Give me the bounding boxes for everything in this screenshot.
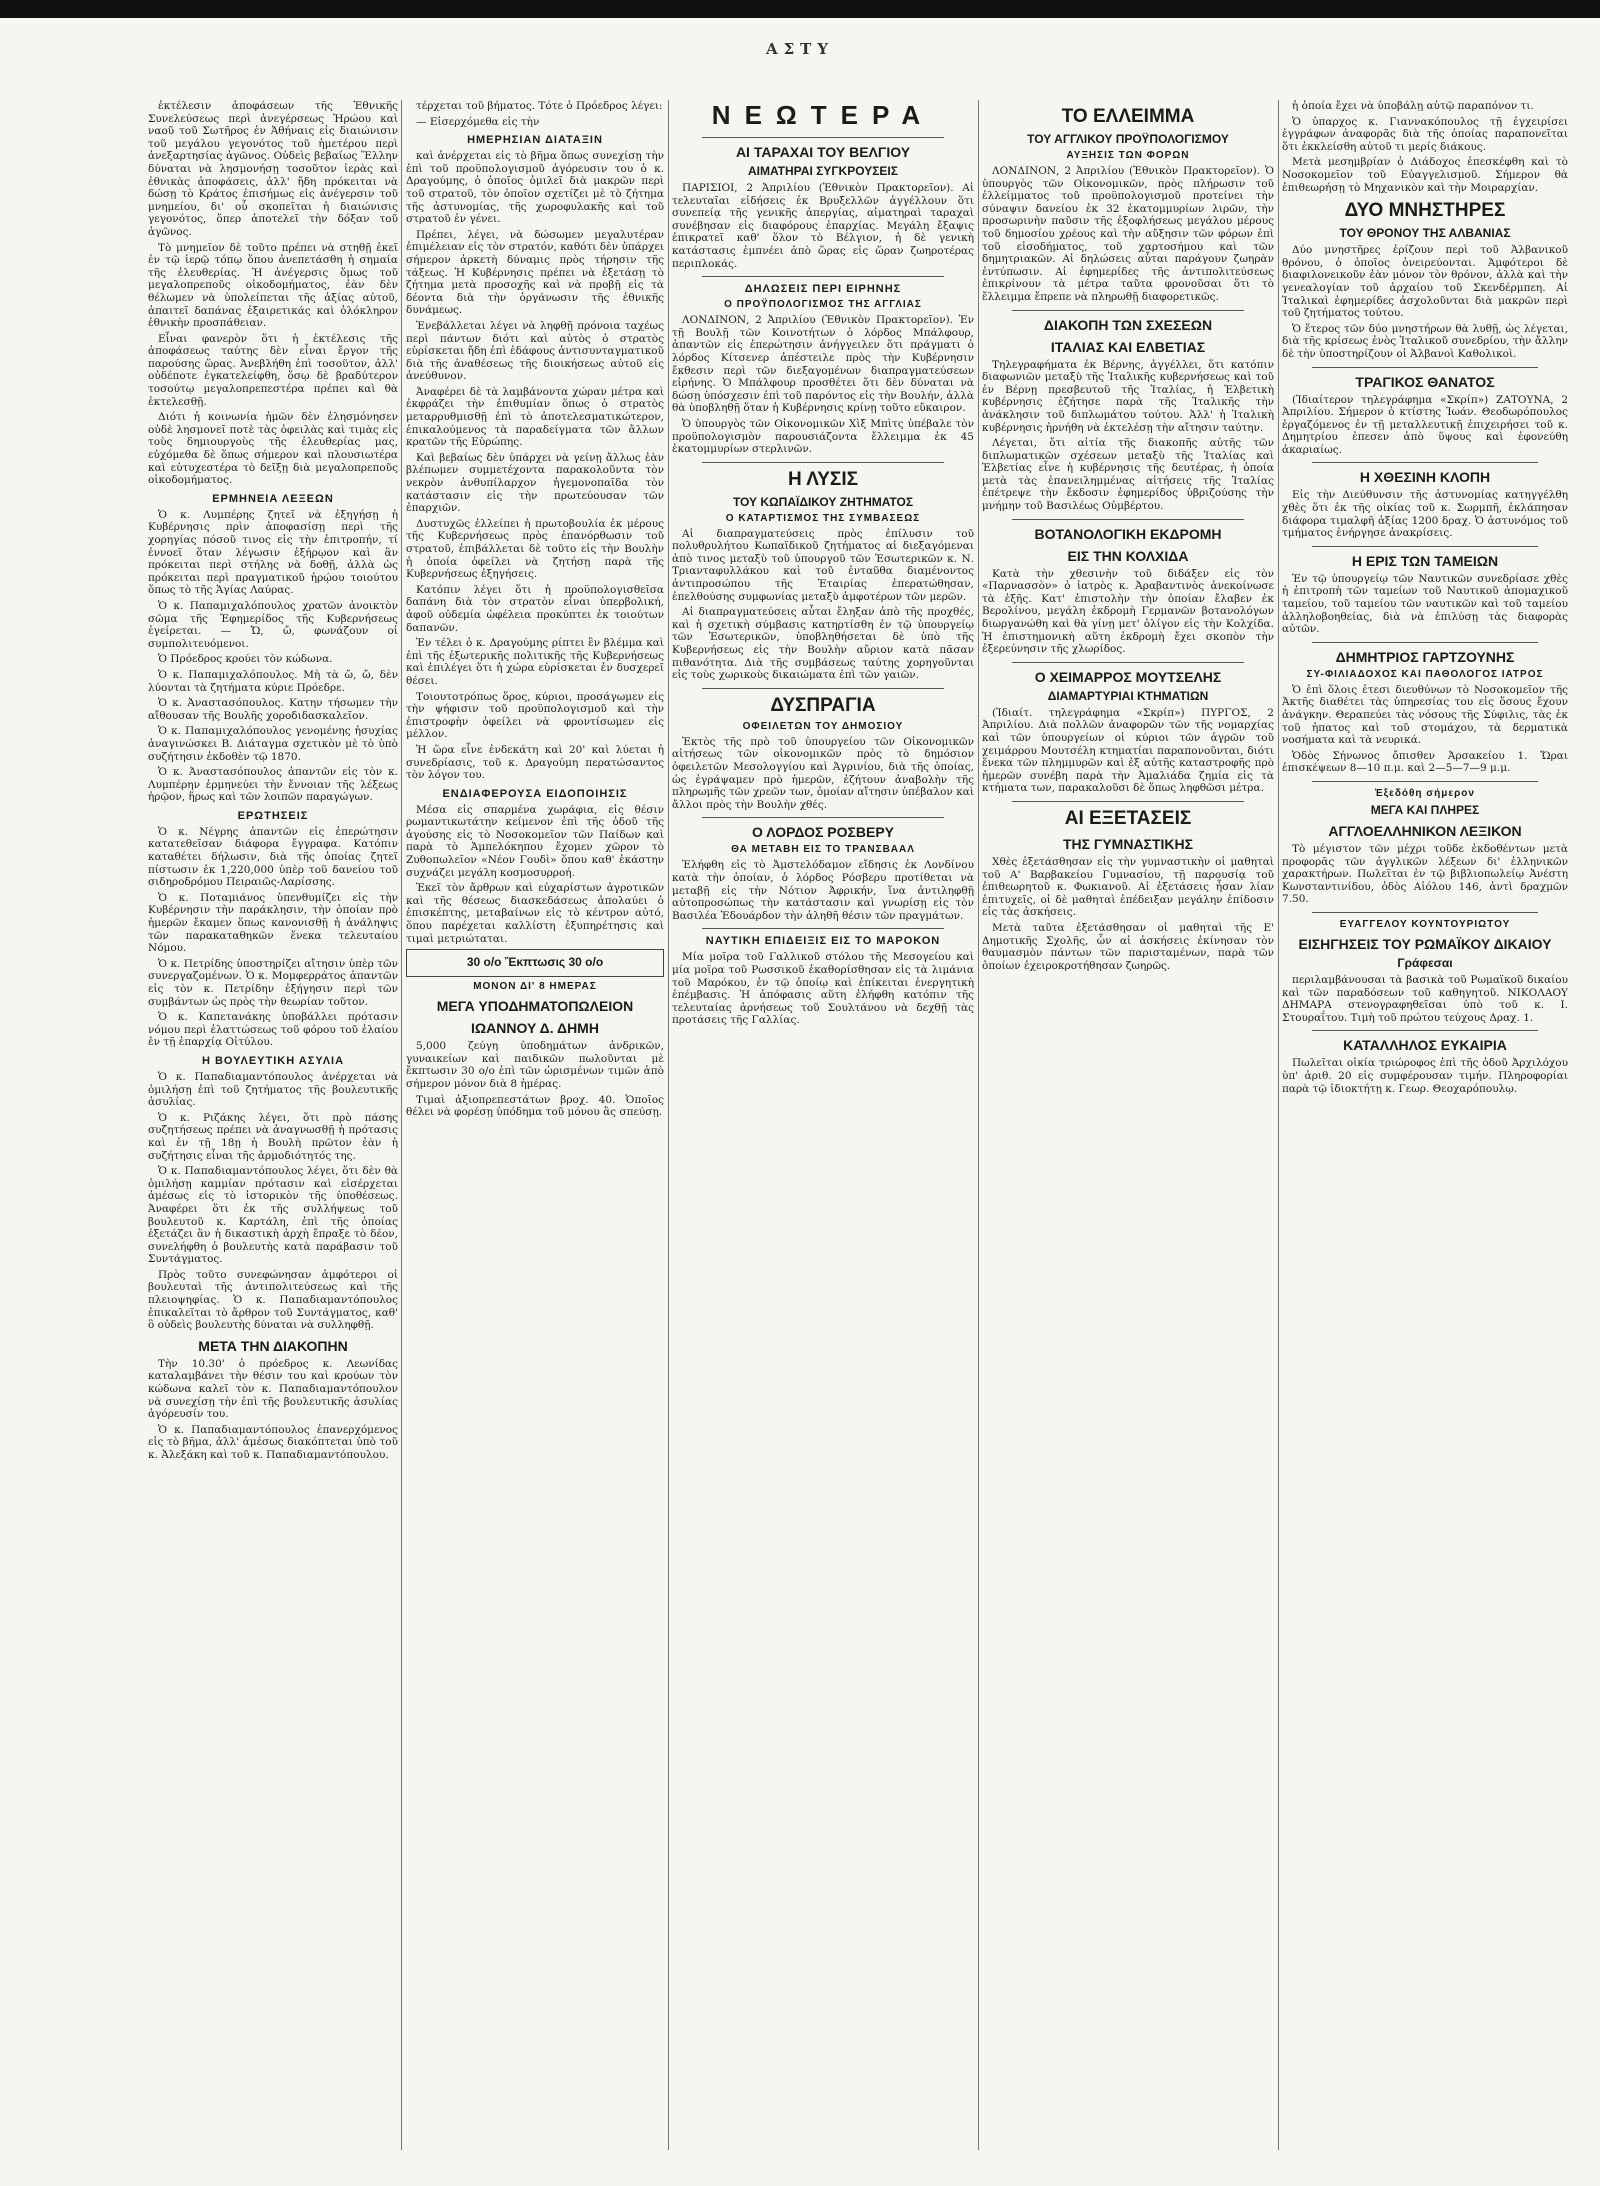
section-heading: ΔΥΣΠΡΑΓΙΑ <box>770 694 876 716</box>
paragraph: ΛΟΝΔΙΝΟΝ, 2 Ἀπριλίου (Ἐθνικὸν Πρακτορεῖον). Ἐν τῇ Βουλῇ τῶν Κοινοτήτων ὁ λόρδος Μπάλφουρ, ἀπαντῶν εἰς ἐπερώτησιν ἀνήγγειλεν ὅτι πράγματι ὁ λόρδος Κίτσενερ ἀπέστειλε πρὸς τὴν Κυβέρνησιν ἔκθεσιν περὶ τῶν διεξαγομένων διαπραγματεύσεων εἰρήνης. Ὁ Μπάλφουρ προσθέτει ὅτι δὲν δύναται νὰ δώσῃ ὑπόσχεσιν ἐπὶ τοῦ παρόντος εἰς τὴν Βουλήν, ἀλλὰ θὰ ὑποβληθῇ ὅταν ἡ Κυβέρνησις κρίνῃ τοῦτο εὔκαιρον. <box>672 314 974 415</box>
separator <box>1312 642 1538 643</box>
ad-line: ΜΕΓΑ ΚΑΙ ΠΛΗΡΕΣ <box>1370 802 1480 817</box>
section-heading: Η ΒΟΥΛΕΥΤΙΚΗ ΑΣΥΛΙΑ <box>201 1054 345 1067</box>
paragraph: Μετὰ μεσημβρίαν ὁ Διάδοχος ἐπεσκέφθη καὶ τὸ Νοσοκομεῖον τοῦ Εὐαγγελισμοῦ. Σήμερον θὰ ἐπιθεωρήσῃ τὸ Μηχανικὸν καὶ τὴν Μοιραρχίαν. <box>1282 156 1568 194</box>
paragraph: ΠΑΡΙΣΙΟΙ, 2 Ἀπριλίου (Ἐθνικὸν Πρακτορεῖον). Αἱ τελευταῖαι εἰδήσεις ἐκ Βρυξελλῶν ἀγγέλλουν ὅτι συνεπείᾳ τῆς γενικῆς ἀπεργίας, αἱματηραὶ ταραχαὶ συνέβησαν εἰς διαφόρους ἐπαρχίας. Μεγάλη ἔξαψις ἐπικρατεῖ καθ' ὅλον τὸ Βέλγιον, ἡ δὲ γενικὴ κατάστασις ἐμπνέει ἀπὸ ὥρας εἰς ὥραν ζωηροτέρας περιπλοκάς. <box>672 182 974 270</box>
ad-heading: ΜΕΓΑ ΥΠΟΔΗΜΑΤΟΠΩΛΕΙΟΝ <box>436 998 634 1015</box>
section-heading: ΤΡΑΓΙΚΟΣ ΘΑΝΑΤΟΣ <box>1355 373 1495 390</box>
paragraph: καὶ ἀνέρχεται εἰς τὸ βῆμα ὅπως συνεχίσῃ τὴν ἐπὶ τοῦ προϋπολογισμοῦ ἀγόρευσιν του ὁ κ. Δραγούμης, ὁ ὁποῖος ὁμιλεῖ διὰ μακρῶν περὶ τοῦ στρατοῦ, τὸν ὁποῖον σχετίζει μὲ τὸ ζήτημα τῆς ἀστυνομίας, τῆς χωροφυλακῆς καὶ τοῦ στρατοῦ ἐν γένει. <box>406 150 664 226</box>
separator <box>1312 367 1538 368</box>
section-heading: ΗΜΕΡΗΣΙΑΝ ΔΙΑΤΑΞΙΝ <box>467 134 603 147</box>
paragraph: Αἱ διαπραγματεύσεις αὗται ἔληξαν ἀπὸ τῆς προχθές, καὶ ἡ σχετικὴ σύμβασις κατηρτίσθη ἐν τῷ ὑπουργείῳ τῶν Ἐσωτερικῶν, ὑποβληθήσεται δὲ ὑπὸ τῆς Κυβερνήσεως εἰς τὴν Βουλὴν αὔριον κατὰ πᾶσαν πιθανότητα. Διὰ τῆς συμβάσεως ταύτης χορηγοῦνται εἰς τοὺς χωρικοὺς δικαιώματα ἐπὶ τῶν γαιῶν. <box>672 606 974 682</box>
paragraph: Μέσα εἰς σπαρμένα χωράφια, εἰς θέσιν ρωμαντικωτάτην κείμενον ἐπὶ τῆς ὁδοῦ τῆς ἀγούσης εἰς τὸ Νοσοκομεῖον τῶν Παίδων καὶ παρὰ τὸ Ἀμπελόκηπου ἔχομεν χῶρον τὸ Ζυθοπωλεῖον «Νέον Γουδὶ» ὅπου καθ' ἑκάστην συχνάζει μεγάλη κοσμοσυρροή. <box>406 803 664 879</box>
paragraph: Ἐνεβάλλεται λέγει νὰ ληφθῇ πρόνοια ταχέως περὶ πάντων διότι καὶ αὐτὸς ὁ στρατὸς εὑρίσκεται ἤδη ἐπὶ ἐδάφους ἀντισυνταγματικοῦ διὰ τῆς ἀναθέσεως τῆς διοικήσεως αὐτοῦ εἰς ἀνεύθυνον. <box>406 319 664 383</box>
section-heading: ΔΗΛΩΣΕΙΣ ΠΕΡΙ ΕΙΡΗΝΗΣ <box>744 283 902 296</box>
separator <box>702 137 944 138</box>
separator <box>1312 1030 1538 1031</box>
discount-box <box>406 949 664 977</box>
paragraph: Τοιουτοτρόπως ὅρος, κύριοι, προσάγωμεν εἰς τὴν ψήφισιν τοῦ προϋπολογισμοῦ καὶ τὴν ἐπιστροφὴν ὀφείλει νὰ φροντίσωμεν εἰς μέλλον. <box>406 690 664 741</box>
paragraph: Ἐλήφθη εἰς τὸ Ἀμστελόδαμον εἴδησις ἐκ Λονδίνου κατὰ τὴν ὁποίαν, ὁ λόρδος Ρόσβερυ προτίθεται νὰ μεταβῇ εἰς τὴν Νότιον Ἀφρικήν, ἵνα ἀντιληφθῇ αὐτοπροσώπως τὴν κατάστασιν καὶ γνωρίσῃ εἰς τὸν Βασιλέα Ἐδουάρδον τὴν ἀληθῆ θέσιν τῶν πραγμάτων. <box>672 859 974 922</box>
column-rule <box>401 100 402 2150</box>
paragraph: περιλαμβάνουσαι τὰ βασικὰ τοῦ Ρωμαϊκοῦ δικαίου καὶ τῶν παραδόσεων τοῦ καθηγητοῦ. ΝΙΚΟΛΑΟΥ ΔΗΜΑΡΑ στενογραφηθεῖσαι ὑπὸ τοῦ κ. Ι. Στουραΐτου. Τιμὴ τοῦ πρώτου τεύχους Δραχ. 1. <box>1282 973 1568 1024</box>
section-subheading: ΘΑ ΜΕΤΑΒΗ ΕΙΣ ΤΟ ΤΡΑΝΣΒΑΑΛ <box>731 844 915 856</box>
ad-heading: ΙΩΑΝΝΟΥ Δ. ΔΗΜΗ <box>471 1020 599 1037</box>
section-heading: Ο ΛΟΡΔΟΣ ΡΟΣΒΕΡΥ <box>751 824 895 841</box>
newspaper-page <box>148 100 1568 2160</box>
separator <box>702 688 944 689</box>
paragraph: Ὁ κ. Νέγρης ἀπαντῶν εἰς ἐπερώτησιν κατατεθεῖσαν διάφορα ἔγγραφα. Κατόπιν καταθέτει δήλωσιν, διὰ τῆς ὁποίας ζητεῖ πίστωσιν ἐκ 1,220,000 ὑπὲρ τοῦ δανείου τοῦ σιδηροδρόμου Πειραιῶς-Λαρίσσης. <box>148 825 398 889</box>
ad-line: Γράφεσαι <box>1397 955 1453 970</box>
paragraph: Κατὰ τὴν χθεσινὴν τοῦ διδάξεν εἰς τὸν «Παρνασσὸν» ὁ ἰατρὸς κ. Ἀραβαντινὸς ἀνεκοίνωσε τὰ ἑξῆς. Κατ' ἐπιστολὴν τὴν ὁποίαν ἔλαβεν ἐκ Βερολίνου, μεγάλη ἐκδρομὴ Γερμανῶν βοτανολόγων διωργανώθη καὶ θὰ γίνῃ μετ' ὀλίγον εἰς τὴν Κολχίδα. Ἡ ἐπιστημονικὴ αὕτη ἐκδρομὴ ἔχει σκοπὸν τὴν ἐξερεύνησιν τῆς χλωρίδος. <box>982 567 1274 656</box>
section-subheading: ΙΤΑΛΙΑΣ ΚΑΙ ΕΛΒΕΤΙΑΣ <box>1050 338 1206 355</box>
paragraph: ἡ ὁποία ἔχει νὰ ὑποβάλῃ αὐτῷ παραπόνον τι. <box>1292 100 1534 112</box>
ad-line: ΜΟΝΟΝ ΔΙ' 8 ΗΜΕΡΑΣ <box>473 981 597 993</box>
paragraph: Μία μοῖρα τοῦ Γαλλικοῦ στόλου τῆς Μεσογείου καὶ μία μοῖρα τοῦ Ρωσσικοῦ ἐκαθορίσθησαν εἰς τὰ λιμάνια τοῦ Μαρόκου, ἐν τῷ ὁποίῳ καὶ ἐπίκειται ἐνεργητικὴ ἐπέμβασις. Ἡ ἀπόφασις αὕτη ἐλήφθη κατόπιν τῆς τελευταίας ἀρνήσεως τοῦ Σουλτάνου νὰ δεχθῇ τὰς προτάσεις τῆς Γαλλίας. <box>672 951 974 1027</box>
section-subheading: ΕΙΣ ΤΗΝ ΚΟΛΧΙΔΑ <box>1067 547 1189 564</box>
column-1 <box>148 100 398 2150</box>
paragraph: Ὁ ὑπαρχος κ. Γιαννακόπουλος τῇ ἐγχειρίσει ἐγγράφων ἀναφορᾶς διὰ τῆς ὁποίας παραπονεῖται ὅτι ἐκκλείσθη αὐτοῦ τι μερίς διάκους. <box>1282 115 1568 153</box>
separator <box>1312 781 1538 782</box>
section-subheading: ΤΟΥ ΘΡΟΝΟΥ ΤΗΣ ΑΛΒΑΝΙΑΣ <box>1339 226 1511 241</box>
ad-heading: ΕΙΣΗΓΗΣΕΙΣ ΤΟΥ ΡΩΜΑΪΚΟΥ ΔΙΚΑΙΟΥ <box>1298 935 1552 952</box>
paragraph: Αἱ διαπραγματεύσεις πρὸς ἐπίλυσιν τοῦ πολυθρυλήτου Κωπαϊδικοῦ ζητήματος αἱ διεξαγόμεναι ἀπὸ τινος μεταξὺ τοῦ ὑπουργοῦ τῶν Ἐσωτερικῶν κ. Ν. Τριανταφυλλάκου καὶ τοῦ ἐνταῦθα διαμένοντος ἀντιπροσώπου τῆς Ἑταιρίας ἐπερατώθησαν, ἐπελθούσης συμφωνίας μεταξὺ ἀμφοτέρων τῶν μερῶν. <box>672 527 974 603</box>
section-subheading: Ο ΠΡΟΫΠΟΛΟΓΙΣΜΟΣ ΤΗΣ ΑΓΓΛΙΑΣ <box>724 299 922 311</box>
section-heading: ΕΡΩΤΗΣΕΙΣ <box>237 809 309 822</box>
paragraph: Εἰς τὴν Διεύθυνσιν τῆς ἀστυνομίας κατηγγέλθη χθὲς ὅτι ἐκ τῆς οἰκίας τοῦ κ. Σωρμπῆ, ἐκλάπησαν διάφορα τιμαλφῆ ἀξίας 1200 δραχ. Ὁ ἀστυνόμος τοῦ τμήματος ἐνήργησε ἀνακρίσεις. <box>1282 489 1568 540</box>
separator <box>1012 662 1244 663</box>
paragraph: Ὁ κ. Ἀναστασόπουλος ἀπαντῶν εἰς τὸν κ. Λυμπέρην ἑρμηνεύει τὴν ἔννοιαν τῆς λέξεως ἡρῷον, ἥρως καὶ τῶν λοιπῶν παραγώγων. <box>148 766 398 804</box>
section-subheading: ΔΙΑΜΑΡΤΥΡΙΑΙ ΚΤΗΜΑΤΙΩΝ <box>1047 688 1209 703</box>
section-heading: Η ΛΥΣΙΣ <box>788 468 858 490</box>
news-title: ΝΕΩΤΕΡΑ <box>711 100 935 130</box>
paragraph: Ὁ ἐπὶ ὅλοις ἐτεσι διευθύνων τὸ Νοσοκομεῖον τῆς Ἀκτῆς διαθέτει τὰς ὑπηρεσίας του εἰς ὅσους ἔχουν ἀνάγκην. Θεραπεύει τὰς νόσους τῆς Σύφιλις, τὰς ἐκ τοῦ ἡπατος καὶ τοῦ στομάχου, τὰ δερματικὰ νοσήματα καὶ τὰ νευρικά. <box>1282 683 1568 747</box>
separator <box>702 276 944 277</box>
section-heading: ΔΥΟ ΜΝΗΣΤΗΡΕΣ <box>1344 200 1506 222</box>
section-heading: ΑΙ ΕΞΕΤΑΣΕΙΣ <box>1064 807 1192 829</box>
section-subheading: Ο ΚΑΤΑΡΤΙΣΜΟΣ ΤΗΣ ΣΥΜΒΑΣΕΩΣ <box>725 512 921 524</box>
paragraph: Διότι ἡ κοινωνία ἡμῶν δὲν ἐλησμόνησεν οὐδὲ λησμονεῖ ποτὲ τὰς ὀφειλὰς καὶ τιμὰς εἰς τοὺς δημιουργοὺς τῆς ἐλευθερίας μας, εὐχόμεθα δὲ ὅπως σήμερον καὶ πλουσιωτέρα καὶ εὐτυχεστέρα τὸ δεῖξῃ διὰ μεγαλοπρεποῦς οἰκοδομήματος. <box>148 411 398 487</box>
top-black-bar <box>0 0 1600 18</box>
section-heading: ΒΟΤΑΝΟΛΟΓΙΚΗ ΕΚΔΡΟΜΗ <box>1034 525 1222 542</box>
section-subheading: ΤΗΣ ΓΥΜΝΑΣΤΙΚΗΣ <box>1062 835 1194 852</box>
section-heading: ΕΡΜΗΝΕΙΑ ΛΕΞΕΩΝ <box>212 492 334 505</box>
column-3 <box>672 100 974 2150</box>
section-subheading: ΟΦΕΙΛΕΤΩΝ ΤΟΥ ΔΗΜΟΣΙΟΥ <box>742 720 904 732</box>
paragraph: ἐκτέλεσιν ἀποφάσεων τῆς Ἐθνικῆς Συνελεύσεως περὶ ἀνεγέρσεως Ἡρώου καὶ ναοῦ τοῦ Σωτῆρος ἐν Ἀθήναις εἰς διαιώνισιν τοῦ μεγάλου γεγονότος τοῦ ἡμετέρου περὶ ἀνεξαρτησίας ἀγῶνος. Οὐδεὶς βεβαίως Ἕλλην δύναται νὰ λησμονήσῃ τοσοῦτον ἱερὰς καὶ ἐθνικὰς ἀποφάσεις, ἀλλ' ἤδη πρόκειται νὰ δώσῃ τὸ Κράτος ἐπισήμως εἰς ἀνέγερσιν τοῦ μνημείου, δι' οὗ σκοπεῖται ἡ διαιώνισις γεγονότος, ὅπερ ἀποτελεῖ τὴν δόξαν τοῦ ἀγῶνος. <box>148 100 398 238</box>
paragraph: 5,000 ζεύγη ὑποδημάτων ἀνδρικῶν, γυναικείων καὶ παιδικῶν πωλοῦνται μὲ ἔκπτωσιν 30 ο/ο ἐπὶ τῶν ὡρισμένων τιμῶν ἀπὸ σήμερον μόνον διὰ 8 ἡμέρας. <box>406 1040 664 1090</box>
section-heading: ΤΟ ΕΛΛΕΙΜΜΑ <box>1061 106 1195 127</box>
paragraph: Τὴν 10.30' ὁ πρόεδρος κ. Λεωνίδας καταλαμβάνει τὴν θέσιν του καὶ κρούων τὸν κώδωνα καλεῖ τὸν κ. Παπαδιαμαντόπουλον νὰ συνεχίσῃ τὴν ἐπὶ τῆς βουλευτικῆς ἀσυλίας ἀγόρευσίν του. <box>148 1357 398 1421</box>
section-subheading: ΣΥ-ΦΙΛΙΑΔΟΧΟΣ ΚΑΙ ΠΑΘΟΛΟΓΟΣ ΙΑΤΡΟΣ <box>1306 668 1544 680</box>
paragraph: Μετὰ ταῦτα ἐξετάσθησαν οἱ μαθηταὶ τῆς Ε' Δημοτικῆς Σχολῆς, ὧν αἱ ἀσκήσεις ἐκίνησαν τὸν θαυμασμὸν πάντων τῶν παρισταμένων, παρὰ τῶν ὁποίων ἐχειροκροτήθησαν ζωηρῶς. <box>982 921 1274 972</box>
section-heading: ΜΕΤΑ ΤΗΝ ΔΙΑΚΟΠΗΝ <box>198 1337 348 1354</box>
paragraph: Τὸ μέγιστον τῶν μέχρι τοῦδε ἐκδοθέντων μετὰ προφορᾶς τῶν ἀγγλικῶν λέξεων δι' ἑλληνικῶν χαρακτήρων. Πωλεῖται ἐν τῷ βιβλιοπωλείῳ Ἀνέστη Κωνσταντινίδου, ὁδὸς Αἰόλου 146, ἀντὶ δραχμῶν 7.50. <box>1282 842 1568 906</box>
paragraph: Πρὸς τοῦτο συνεφώνησαν ἀμφότεροι οἱ βουλευταὶ τῆς ἀντιπολιτεύσεως καὶ τῆς πλειοψηφίας. Ὁ κ. Παπαδιαμαντόπουλος ἐπικαλεῖται τὸ ἄρθρον τοῦ Συντάγματος, καθ' ὃ οὐδεὶς βουλευτὴς δύναται νὰ συλληφθῇ. <box>148 1268 398 1332</box>
paragraph: Καὶ βεβαίως δὲν ὑπάρχει νὰ γείνῃ ἄλλως ἐὰν βλέπωμεν συμμετέχοντα παρακολοῦντα τὸν νεκρὸν ἀνθυπίλαρχον ἡγεμονοπαῖδα τὸν κατάστασιν εἰς τὴν πρωτεύουσαν τῶν ἐπαρχιῶν. <box>406 451 664 515</box>
separator <box>1312 462 1538 463</box>
paragraph: Τὸ μνημεῖον δὲ τοῦτο πρέπει νὰ στηθῇ ἐκεῖ ἐν τῷ ἱερῷ τόπῳ ὅπου ἀνεπετάσθη ἡ σημαία τῆς ἐλευθερίας. Ἡ ἀνέγερσις ὅμως τοῦ μεγαλοπρεποῦς οἰκοδομήματος, ἐὰν δὲν θέλωμεν νὰ ὑπολείπεται τῆς ἀξίας αὐτοῦ, ἀπαιτεῖ δαπάνας ἐξαιρετικάς καὶ ὁλόκληρον ἐθνικὴν προσπάθειαν. <box>148 241 398 330</box>
paragraph: Ἀναφέρει δὲ τὰ λαμβάνοντα χώραν μέτρα καὶ ἐκφράζει τὴν ἐπιθυμίαν ὅπως ὁ στρατὸς μεταρρυθμισθῇ ἐπὶ τὸ ἀποτελεσματικώτερον, ἐπικαλούμενος τὰ παραδείγματα τῶν ἄλλων κρατῶν τῆς Εὐρώπης. <box>406 385 664 449</box>
paragraph: (Ἰδιαίτερον τηλεγράφημα «Σκρίπ») ΖΑΤΟΥΝΑ, 2 Ἀπριλίου. Σήμερον ὁ κτίστης Ἰωάν. Θεοδωρόπουλος ἐργαζόμενος ἐν τῇ μεταλλευτικῇ ἐπιχειρήσει τοῦ κ. Δημητρίου ἐπεσεν ἀπὸ ὕψους καὶ ἐφονεύθη ἀκαριαίως. <box>1282 393 1568 456</box>
separator <box>702 462 944 463</box>
paragraph: Ὁ κ. Παπαδιαμαντόπουλος ἀνέρχεται νὰ ὁμιλήσῃ ἐπὶ τοῦ ζητήματος τῆς βουλευτικῆς ἀσυλίας. <box>148 1070 398 1109</box>
separator <box>1012 310 1244 311</box>
section-heading: ΕΝΔΙΑΦΕΡΟΥΣΑ ΕΙΔΟΠΟΙΗΣΙΣ <box>442 787 628 800</box>
paragraph: Λέγεται, ὅτι αἰτία τῆς διακοπῆς αὐτῆς τῶν διπλωματικῶν σχέσεων μεταξὺ τῆς Ἰταλίας καὶ Ἑλβετίας εἶνε ἡ κυβέρνησις τῆς δευτέρας, ἡ ὁποία μετὰ τὰς ἐπανειλημμένας αἰτήσεις τῆς Ἰταλίας ἐπέτρεψε τὴν ἔκδοσιν ἐφημερίδος ὑβριζούσης τὴν μνήμην τοῦ Βασιλέως Οὐμβέρτου. <box>982 437 1274 513</box>
section-heading: ΝΑΥΤΙΚΗ ΕΠΙΔΕΙΞΙΣ ΕΙΣ ΤΟ ΜΑΡΟΚΟΝ <box>705 935 941 948</box>
paragraph: Χθὲς ἐξετάσθησαν εἰς τὴν γυμναστικὴν οἱ μαθηταὶ τοῦ Α' Βαρβακείου Γυμνασίου, τῇ παρουσίᾳ τοῦ ἐπιθεωρητοῦ κ. Φωκιανοῦ. Αἱ ἐξετάσεις ἦσαν λίαν ἐπιτυχεῖς, οἱ δὲ μαθηταὶ ἐπέδειξαν μεγάλην ἐπίδοσιν εἰς τὰς ἀσκήσεις. <box>982 855 1274 919</box>
separator <box>702 817 944 818</box>
separator <box>1012 519 1244 520</box>
paragraph: Τιμαὶ ἀξιοπρεπεστάτων βροχ. 40. Ὁποῖος θέλει νὰ φορέσῃ ὑπόδημα τοῦ μόνου ἂς σπεύσῃ. <box>406 1093 664 1119</box>
paragraph: Ὁ κ. Παπαδιαμαντόπουλος ἐπανερχόμενος εἰς τὸ βῆμα, ἀλλ' ἀμέσως διακόπτεται ὑπὸ τοῦ κ. Ἀλεξάκη καὶ τοῦ κ. Παπαδιαμαντόπουλου. <box>148 1423 398 1461</box>
paragraph: Ἐκτὸς τῆς πρὸ τοῦ ὑπουργείου τῶν Οἰκονομικῶν αἰτήσεως τῶν οἰκονομικῶν πρὸς τὸ δημόσιον ὀφειλετῶν Μεσολογγίου καὶ Ἀγρινίου, διὰ τῆς ὁποίας, ὡς ἐγράψαμεν πρὸ ἡμερῶν, ἐζήτουν ἀναβολὴν τῆς πληρωμῆς τῶν χρεῶν των, ὁμοίαν αἴτησιν ὑπέβαλον καὶ ἄλλοι πρὸς τὴν Βουλὴν χθές. <box>672 735 974 811</box>
paragraph: Ὁ ὑπουργὸς τῶν Οἰκονομικῶν Χὶξ Μπὶτς ὑπέβαλε τὸν προϋπολογισμὸν παρουσιάζοντα ἔλλειμμα ἐκ 45 ἑκατομμυρίων στερλινῶν. <box>672 417 974 456</box>
section-heading: ΚΑΤΑΛΛΗΛΟΣ ΕΥΚΑΙΡΙΑ <box>1343 1037 1507 1054</box>
paragraph: ΛΟΝΔΙΝΟΝ, 2 Ἀπριλίου (Ἐθνικὸν Πρακτορεῖον). Ὁ ὑπουργὸς τῶν Οἰκονομικῶν, πρὸς πλήρωσιν τοῦ ἐλλείμματος τοῦ προϋπολογισμοῦ προτείνει τὴν σύναψιν δανείου ἐκ 32 ἑκατομμυρίων λιρῶν, τὴν προσωρινὴν παῦσιν τῆς ἐξοφλήσεως μεγάλου μέρους τοῦ δημοσίου χρέους καὶ τὴν αὔξησιν τῶν φόρων ἐπὶ τοῦ εἰσοδήματος, τοῦ χαρτοσήμου καὶ τῶν δημητριακῶν. Αἱ δηλώσεις αὗται παράγουν ζωηρὰν ἐντύπωσιν. Αἱ ἐφημερίδες τῆς ἀντιπολιτεύσεως ἐπικρίνουν τὰ μέτρα ταῦτα φρονοῦσαι ὅτι τὸ ἔλλειμμα ἔπρεπε νὰ πληρωθῇ διαφορετικῶς. <box>982 165 1274 303</box>
paragraph: Εἶναι φανερὸν ὅτι ἡ ἐκτέλεσις τῆς ἀποφάσεως ταύτης δὲν εἶναι ἔργον τῆς παρούσης ὥρας. Ἀνεβλήθη ἐπὶ τοσοῦτον, ἀλλ' οὐδέποτε ἐγκατελείφθη, ὅσῳ δὲ βραδύτερον τοσούτῳ μεγαλοπρεπεστέρα πρέπει καὶ θὰ ἐκτελεσθῇ. <box>148 332 398 408</box>
paragraph: Ἐν τῷ ὑπουργείῳ τῶν Ναυτικῶν συνεδρίασε χθὲς ἡ ἐπιτροπὴ τῶν ταμείων τοῦ Ναυτικοῦ ἀπομαχικοῦ ταμείου, τοῦ ταμείου τῶν ναυτικῶν καὶ τοῦ ταμείου ἀλληλοβοηθείας, διὰ νὰ ἐπιλύσῃ τὰς διαφορὰς αὐτῶν. <box>1282 572 1568 636</box>
paragraph: Πρέπει, λέγει, νὰ δώσωμεν μεγαλυτέραν ἐπιμέλειαν εἰς τὸν στρατόν, καθότι δὲν ὑπάρχει σήμερον ἀρκετὴ δύναμις πρὸς τήρησιν τῆς τάξεως. Ἡ Κυβέρνησις πρέπει νὰ ἐξετάσῃ τὸ ζήτημα μετὰ προσοχῆς καὶ νὰ προβῇ εἰς τὰ δέοντα διὰ τὴν ὀργάνωσιν τῆς ἐθνικῆς δυνάμεως. <box>406 228 664 317</box>
ad-line: ΕΥΑΓΓΕΛΟΥ ΚΟΥΝΤΟΥΡΙΩΤΟΥ <box>1339 918 1511 930</box>
paragraph: (Ἰδιαίτ. τηλεγράφημα «Σκρίπ») ΠΥΡΓΟΣ, 2 Ἀπριλίου. Διὰ πολλῶν ἀναφορῶν τῶν τῆς νομαρχίας καὶ τῶν ὑπουργείων οἱ κύριοι τῶν ἀγρῶν τοῦ χειμάρρου Μουτσέλη κτηματίαι παραπονοῦνται, διότι ἕνεκα τῶν πλημμυρῶν καὶ ἐξ αὐτῆς καταστροφῆς πρὸ ἡμερῶν συνέβη παρὰ τὴν Ἀμαλιάδα ζημία εἰς τὰ κτήματα των, παρακαλοῦσι δὲ ὅπως ληφθῶσι μέτρα. <box>982 706 1274 795</box>
column-5 <box>1282 100 1568 2150</box>
paragraph: Ὁ κ. Λυμπέρης ζητεῖ νὰ ἐξηγήσῃ ἡ Κυβέρνησις πρὶν ἀποφασίσῃ περὶ τῆς χορηγίας πόσοῦ τινος εἰς τὴν ἐπιτροπήν, τί ἐννοεῖ ὅταν λέγωσιν ἐξήρῳον καὶ ἂν πρόκειται περὶ στήλης νὰ δοθῇ, ἀλλὰ ὡς πρόκειται περὶ πραγματικοῦ ἡρῴου τοιούτου ὅπως τὸ τῆς Ἁγίας Λαύρας. <box>148 508 398 597</box>
paragraph: Ὁ κ. Ριζάκης λέγει, ὅτι πρὸ πάσης συζητήσεως πρέπει νὰ ἀναγνωσθῇ ἡ πρότασις καὶ ἐν τῇ 18ῃ ἡ Βουλὴ πρῶτον ἐὰν ἡ συζήτησις εἶναι τῆς ἁρμοδιότητός της. <box>148 1111 398 1162</box>
paragraph: Ἡ ὥρα εἶνε ἐνδεκάτη καὶ 20' καὶ λύεται ἡ συνεδρίασις, τοῦ κ. Δραγούμη περατώσαντος τὸν λόγον του. <box>406 743 664 782</box>
paragraph: Ὁ κ. Πετρίδης ὑποστηρίζει αἴτησιν ὑπὲρ τῶν συνεργαζομένων. Ὁ κ. Μομφερράτος ἀπαντῶν εἰς τὸν κ. Πετρίδην ἐξήγησιν περὶ τῶν συμβάντων ὡς πρὸς τὴν θεωρίαν τοῦτον. <box>148 957 398 1008</box>
separator <box>702 928 944 929</box>
paragraph: Κατόπιν λέγει ὅτι ἡ προϋπολογισθεῖσα δαπάνη διὰ τὸν στρατὸν εἶναι ὑπερβολική, ἀφοῦ οὐδεμία ὠφέλεια προκύπτει ἐκ τοιούτων δαπανῶν. <box>406 583 664 634</box>
column-rule <box>1278 100 1279 2150</box>
paragraph: Ὁ κ. Καπετανάκης ὑποβάλλει πρότασιν νόμου περὶ ἐλαττώσεως τοῦ φόρου τοῦ ἐλαίου ἐν τῇ ἐπαρχίᾳ Οἰτύλου. <box>148 1011 398 1049</box>
paragraph: Δυστυχῶς ἐλλείπει ἡ πρωτοβουλία ἐκ μέρους τῆς Κυβερνήσεως πρὸς ἐπανόρθωσιν τοῦ στρατοῦ, ἐπιβάλλεται δὲ τοῦτο εἰς τὴν Βουλὴν ἡ ὁποία ὀφείλει νὰ ζητήσῃ παρὰ τῆς Κυβερνήσεως ἐξηγήσεις. <box>406 517 664 581</box>
section-heading: Η ΧΘΕΣΙΝΗ ΚΛΟΠΗ <box>1359 469 1491 486</box>
section-heading: Ο ΧΕΙΜΑΡΡΟΣ ΜΟΥΤΣΕΛΗΣ <box>1034 668 1222 685</box>
separator <box>1012 801 1244 802</box>
ad-heading: ΑΓΓΛΟΕΛΛΗΝΙΚΟΝ ΛΕΞΙΚΟΝ <box>1328 822 1522 839</box>
separator <box>1312 912 1538 913</box>
column-rule <box>668 100 669 2150</box>
ad-line: Ἐξεδόθη σήμερον <box>1375 787 1475 799</box>
masthead <box>0 18 1600 78</box>
column-rule <box>978 100 979 2150</box>
paragraph: Ὁ κ. Ἀναστασόπουλος. Κατην τήσωμεν τὴν αἴθουσαν τῆς Βουλῆς χοροδιδασκαλεῖον. <box>148 697 398 722</box>
paragraph: Δύο μνηστῆρες ἐρίζουν περὶ τοῦ Ἀλβανικοῦ θρόνου, ὁ ὁποῖος ὀνειρεύονται. Ἀμφότεροι δὲ διαφιλονεικοῦν ἐὰν μόνον τὸν θρόνον, ἀλλὰ καὶ τὴν γενεαλογίαν τοῦ ἀρχαίου τοῦ Σκενδέρμπεη. Αἱ Ἰταλικαὶ ἐφημερίδες ἀσχολοῦνται διὰ μακρῶν περὶ τοῦ ζητήματος τούτου. <box>1282 244 1568 320</box>
paragraph: Ἐκεῖ τὸν ἄρθρων καὶ εὐχαρίστων ἀγροτικῶν καὶ τῆς θέσεως διασκεδάσεως ἀπολαύει ὁ ἐπισκέπτης, μεταβαίνων εἰς τὸ κέντρον αὐτό, ὅπου παρέχεται καλλίστη ἐξυπηρέτησις καὶ τιμαὶ μετριώταται. <box>406 882 664 945</box>
section-heading: ΔΗΜΗΤΡΙΟΣ ΓΑΡΤΖΟΥΝΗΣ <box>1335 648 1515 665</box>
section-subheading: ΤΟΥ ΑΓΓΛΙΚΟΥ ΠΡΟΫΠΟΛΟΓΙΣΜΟΥ <box>1027 132 1229 146</box>
paragraph: τέρχεται τοῦ βήματος. Τότε ὁ Πρόεδρος λέγει: <box>416 100 663 112</box>
paragraph: Ὁ κ. Παπαμιχαλόπουλος. Μὴ τὰ ὤ, ὤ, δὲν λύονται τὰ ζητήματα κύριε Πρόεδρε. <box>148 668 398 694</box>
paragraph: Ὁ κ. Παπαδιαμαντόπουλος λέγει, ὅτι δὲν θὰ ὁμιλήσῃ καμμίαν πρότασιν καὶ εἰσέρχεται ἀμέσως εἰς τὸ ἱστορικὸν τῆς ὑποθέσεως. Ἀναφέρει ὅτι ἐκ τῆς συλλήψεως τοῦ βουλευτοῦ κ. Καρτάλη, ἐπὶ τῆς ὁποίας ἐξετάζει ἂν ἡ δικαστικὴ ἀρχὴ ἔπραξε τὸ δέον, συνελήφθη ὁ βουλευτὴς κατὰ παράβασιν τοῦ Συντάγματος. <box>148 1165 398 1266</box>
paragraph: Ὁ κ. Ποταμιάνος ὑπενθυμίζει εἰς τὴν Κυβέρνησιν τὴν παράκλησιν, τὴν ὁποίαν πρὸ ἡμερῶν ἔκαμεν ὅπως κανονισθῇ ἡ ἀνάληψις τῶν παρακαταθηκῶν ἕνεκα τελευταίου Νόμου. <box>148 891 398 955</box>
section-subheading: ΑΙΜΑΤΗΡΑΙ ΣΥΓΚΡΟΥΣΕΙΣ <box>748 164 898 178</box>
column-4 <box>982 100 1274 2150</box>
discount-label: 30 ο/ο Ἔκπτωσις 30 ο/ο <box>466 955 604 970</box>
section-heading: ΔΙΑΚΟΠΗ ΤΩΝ ΣΧΕΣΕΩΝ <box>1043 316 1213 333</box>
section-subheading: ΤΟΥ ΚΩΠΑΪΔΙΚΟΥ ΖΗΤΗΜΑΤΟΣ <box>732 494 914 509</box>
paragraph: Ἐν τέλει ὁ κ. Δραγούμης ρίπτει ἓν βλέμμα καὶ ἐπὶ τῆς ἐξωτερικῆς πολιτικῆς τῆς Κυβερνήσεως καὶ ἐπιλέγει ὅτι ἡ χώρα εὑρίσκεται ἐν δυσχερεῖ θέσει. <box>406 637 664 687</box>
column-2 <box>406 100 664 2150</box>
paragraph: — Εἰσερχόμεθα εἰς τὴν <box>416 115 540 128</box>
paragraph: Ὁ Πρόεδρος κρούει τὸν κώδωνα. <box>158 653 333 666</box>
section-heading: Η ΕΡΙΣ ΤΩΝ ΤΑΜΕΙΩΝ <box>1351 552 1499 569</box>
paragraph: Ὁ κ. Παπαμιχαλόπουλος χρατῶν ἀνοικτὸν σῶμα τῆς Ἐφημερίδος τῆς Κυβερνήσεως ἐγείρεται. — Ὤ, ὤ, φωνάζουν οἱ συμπολιτευόμενοι. <box>148 599 398 650</box>
paragraph: Ὁδὸς Σήνωνος ὄπισθεν Ἀρσακείου 1. Ὥραι ἐπισκέψεων 8—10 π.μ. καὶ 2—5—7—9 μ.μ. <box>1282 749 1568 775</box>
masthead-title: ΑΣΤΥ <box>765 40 835 58</box>
paragraph: Ὁ ἕτερος τῶν δύο μνηστήρων θὰ λυθῇ, ὡς λέγεται, διὰ τῆς κρίσεως ἐνὸς Ἰταλικοῦ συνεδρίου, τὴν ἄλλην δὲ τὴν ὑποστηρίζουν οἱ Ἀλβανοὶ Καθολικοὶ. <box>1282 322 1568 360</box>
section-heading: ΑΙ ΤΑΡΑΧΑΙ ΤΟΥ ΒΕΛΓΙΟΥ <box>735 144 911 160</box>
section-subheading: ΑΥΞΗΣΙΣ ΤΩΝ ΦΟΡΩΝ <box>1066 150 1190 161</box>
separator <box>1312 546 1538 547</box>
paragraph: Τηλεγραφήματα ἐκ Βέρνης, ἀγγέλλει, ὅτι κατόπιν διαφωνιῶν μεταξὺ τῆς Ἰταλικῆς κυβερνήσεως καὶ τοῦ ἐν Βέρνῃ πρεσβευτοῦ τῆς Ἰταλίας, ἡ Ἑλβετικὴ κυβέρνησις ἐζήτησε παρὰ τῆς Ἰταλικῆς τὴν ἀνάκλησιν τοῦ διπλωμάτου τούτου. Ἀλλ' ἡ Ἰταλικὴ κυβέρνησις ἠρνήθη νὰ ἐκτελέσῃ τὴν αἴτησιν ταύτην. <box>982 358 1274 434</box>
paragraph: Πωλεῖται οἰκία τριώροφος ἐπὶ τῆς ὁδοῦ Ἀρχιλόχου ὑπ' ἀριθ. 20 εἰς συμφέρουσαν τιμήν. Πληροφορίαι παρὰ τῷ ἰδιοκτήτῃ κ. Γεωρ. Θεοχαρόπουλῳ. <box>1282 1057 1568 1095</box>
paragraph: Ὁ κ. Παπαμιχαλόπουλος γενομένης ἡσυχίας ἀναγινώσκει Β. Διάταγμα σχετικὸν μὲ τὸ ὑπὸ συζήτησιν ἐκδοθὲν τῷ 1870. <box>148 725 398 763</box>
